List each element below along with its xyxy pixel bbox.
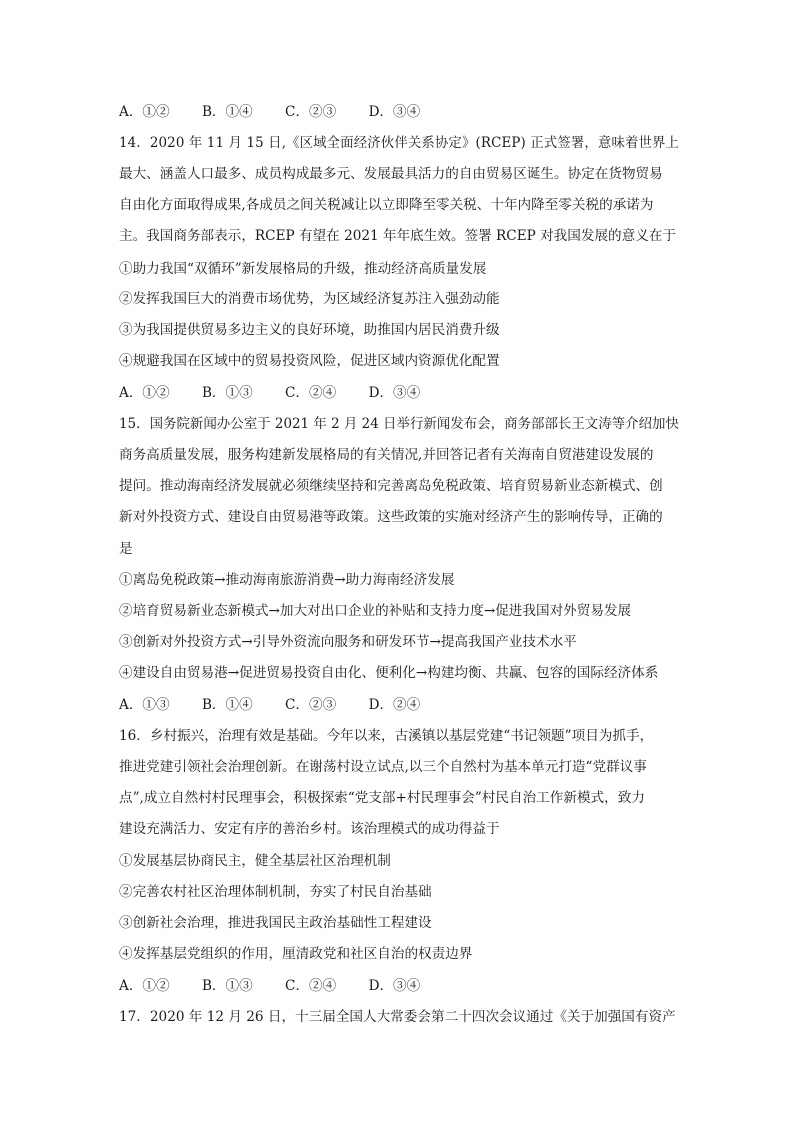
- q16-option-a: A．①②: [119, 978, 170, 994]
- q16-statement-3: ③创新社会治理，推进我国民主政治基础性工程建设: [119, 915, 432, 931]
- q13-option-a: A．①②: [119, 104, 170, 120]
- q16-stem-line-2: 推进党建引领社会治理创新。在谢荡村设立试点,以三个自然村为基本单元打造“党群议事: [119, 759, 647, 775]
- q16-stem-line-4: 建设充满活力、安定有序的善治乡村。该治理模式的成功得益于: [119, 821, 500, 837]
- q16-statement-4: ④发挥基层党组织的作用，厘清政党和社区自治的权责边界: [119, 946, 473, 962]
- q15-statement-3: ③创新对外投资方式→引导外资流向服务和研发环节→提高我国产业技术水平: [119, 634, 577, 650]
- q14-stem-line-1: 14．2020 年 11 月 15 日,《区域全面经济伙伴关系协定》(RCEP) 正式签署，意味着世界上: [119, 135, 680, 151]
- q13-option-b: B．①④: [201, 104, 253, 120]
- q15-option-b: B．①④: [201, 697, 253, 713]
- q14-option-d: D．③④: [368, 385, 421, 401]
- q16-option-b: B．①③: [201, 978, 253, 994]
- q14-statement-3: ③为我国提供贸易多边主义的良好环境，助推国内居民消费升级: [119, 322, 500, 338]
- q14-option-b: B．①③: [201, 385, 253, 401]
- q14-options: [119, 384, 420, 402]
- q15-stem-line-4: 新对外投资方式、建设自由贸易港等政策。这些政策的实施对经济产生的影响传导，正确的: [119, 509, 663, 525]
- q15-options: [119, 696, 420, 714]
- q14-statement-2: ②发挥我国巨大的消费市场优势，为区域经济复苏注入强劲动能: [119, 291, 500, 307]
- q14-option-a: A．①②: [119, 385, 170, 401]
- q13-option-c: C．②③: [285, 104, 337, 120]
- q15-statement-4: ④建设自由贸易港→促进贸易投资自由化、便利化→构建均衡、共赢、包容的国际经济体系: [119, 665, 659, 681]
- q14-option-c: C．②④: [285, 385, 337, 401]
- q15-stem-line-5: 是: [119, 541, 133, 557]
- q17-stem-line-1: 17．2020 年 12 月 26 日，十三届全国人大常委会第二十四次会议通过《关于加强国有资产: [119, 1009, 676, 1025]
- q14-statement-4: ④规避我国在区域中的贸易投资风险，促进区域内资源优化配置: [119, 353, 500, 369]
- q16-stem-line-3: 点”,成立自然村村民理事会，积极探索“党支部+村民理事会”村民自治工作新模式，致力: [119, 790, 645, 806]
- q16-statement-2: ②完善农村社区治理体制机制，夯实了村民自治基础: [119, 884, 432, 900]
- q14-stem-line-2: 最大、涵盖人口最多、成员构成最多元、发展最具活力的自由贸易区诞生。协定在货物贸易: [119, 166, 663, 182]
- q16-statement-1: ①发展基层协商民主，健全基层社区治理机制: [119, 853, 391, 869]
- q14-stem-line-4: 主。我国商务部表示，RCEP 有望在 2021 年年底生效。签署 RCEP 对我国发展的意义在于: [119, 228, 677, 244]
- q15-option-d: D．②④: [368, 697, 421, 713]
- q16-options: [119, 977, 420, 995]
- q15-statement-2: ②培育贸易新业态新模式→加大对出口企业的补贴和支持力度→促进我国对外贸易发展: [119, 603, 632, 619]
- q16-option-d: D．③④: [368, 978, 421, 994]
- q14-stem-line-3: 自由化方面取得成果,各成员之间关税减让以立即降至零关税、十年内降至零关税的承诺为: [119, 197, 654, 213]
- q15-stem-line-1: 15．国务院新闻办公室于 2021 年 2 月 24 日举行新闻发布会，商务部部长王文涛等介绍加快: [119, 416, 679, 432]
- q16-stem-line-1: 16．乡村振兴，治理有效是基础。今年以来，古溪镇以基层党建“书记领题”项目为抓手，: [119, 728, 654, 744]
- q15-option-c: C．②③: [285, 697, 337, 713]
- q13-options: [119, 103, 420, 121]
- q16-option-c: C．②④: [285, 978, 337, 994]
- q15-stem-line-2: 商务高质量发展，服务构建新发展格局的有关情况,并回答记者有关海南自贸港建设发展的: [119, 447, 654, 463]
- q14-statement-1: ①助力我国“双循环”新发展格局的升级，推动经济高质量发展: [119, 261, 487, 277]
- q13-option-d: D．③④: [368, 104, 421, 120]
- q15-statement-1: ①离岛免税政策→推动海南旅游消费→助力海南经济发展: [119, 572, 455, 588]
- q15-stem-line-3: 提问。推动海南经济发展就必须继续坚持和完善离岛免税政策、培育贸易新业态新模式、创: [119, 478, 663, 494]
- q15-option-a: A．①③: [119, 697, 170, 713]
